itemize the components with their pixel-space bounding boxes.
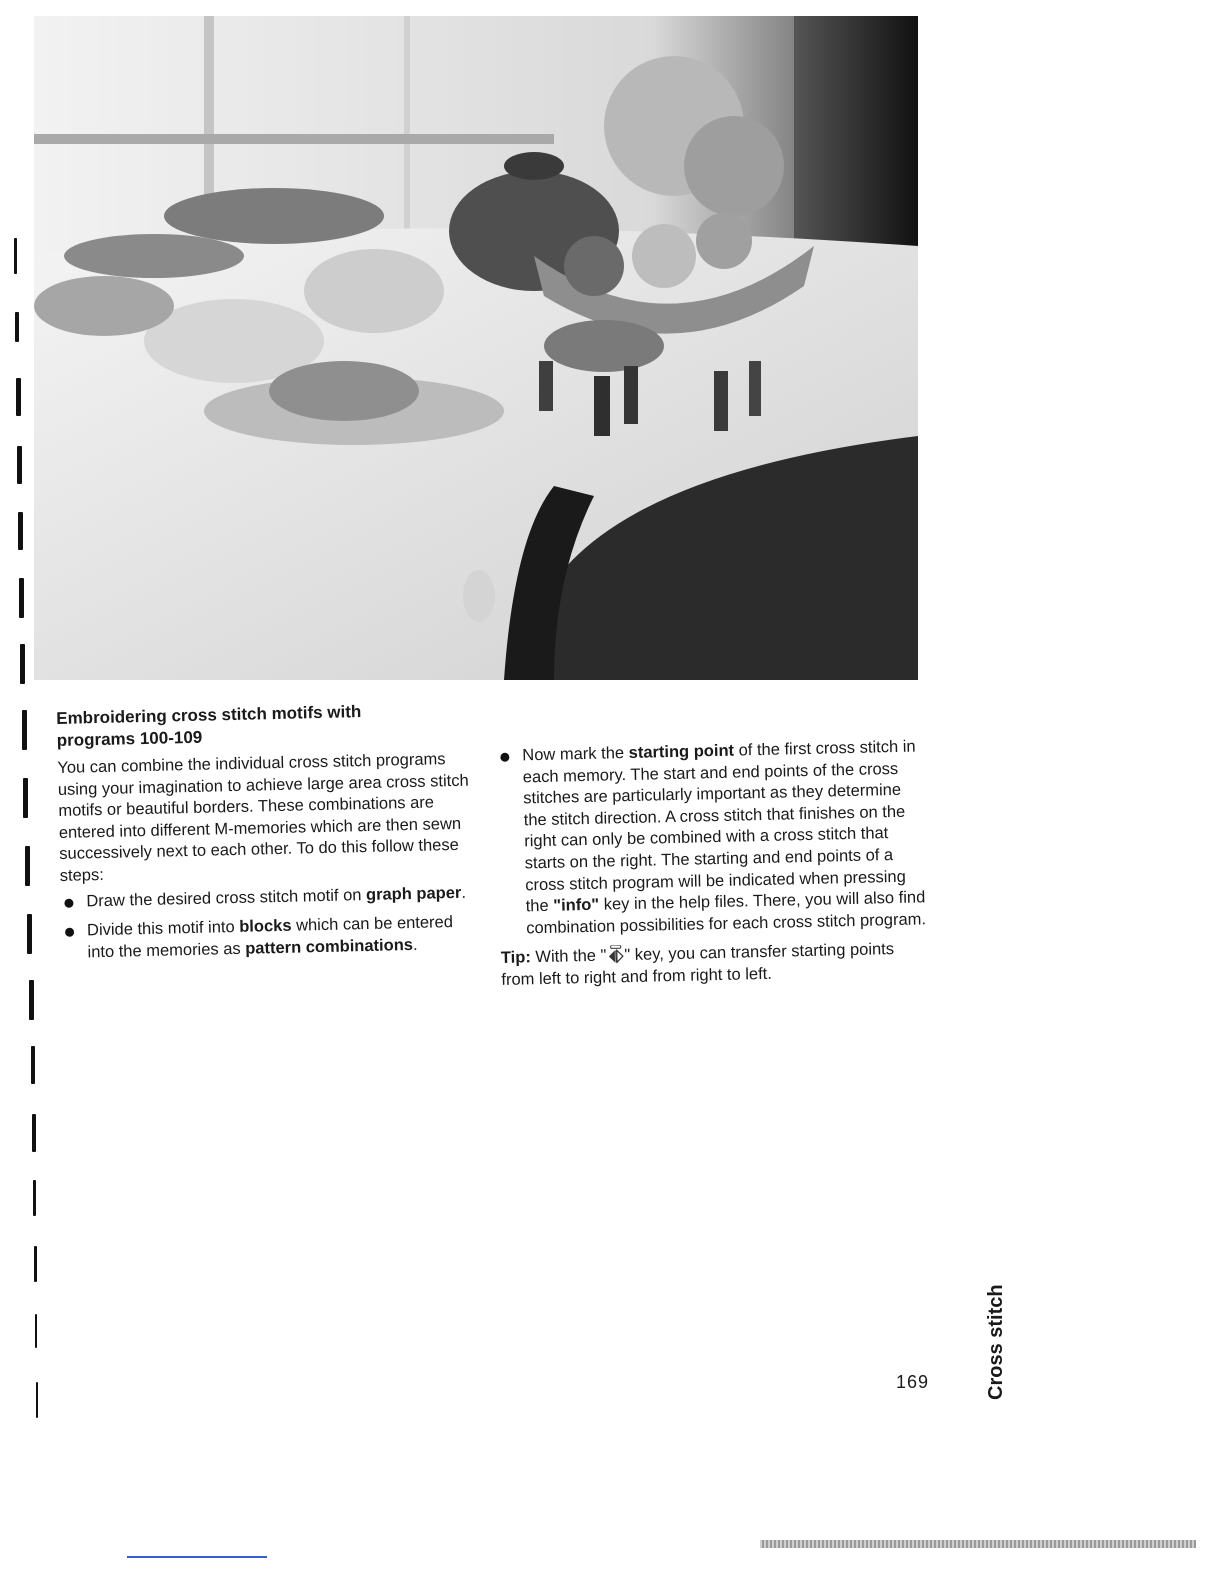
margin-change-bar	[36, 1382, 38, 1418]
step-text: Draw the desired cross stitch motif on	[86, 885, 367, 910]
right-column	[496, 732, 930, 991]
margin-change-bar	[29, 980, 34, 1020]
instruction-bold: starting point	[628, 741, 735, 762]
breakfast-table-photo	[34, 16, 918, 680]
margin-change-bar	[19, 578, 24, 618]
section-heading	[56, 698, 477, 752]
step-end: .	[461, 883, 467, 902]
list-item	[60, 882, 480, 913]
section-tab-label: Cross stitch	[985, 1284, 1007, 1400]
margin-change-bar	[22, 710, 27, 750]
instruction-bold: "info"	[553, 895, 600, 915]
breakfast-table-photo-icon	[34, 16, 918, 680]
margin-change-bar	[35, 1314, 37, 1348]
bottom-rule	[760, 1540, 1196, 1548]
bullet-icon	[500, 753, 509, 762]
intro-paragraph: You can combine the individual cross stitch programs using your imagination to achieve large area cross stitch motifs or beautiful borders. These combinations are entered into different M-memories which are then sewn successively next to each other. To do this follow these steps:	[57, 750, 469, 885]
margin-change-bar	[31, 1046, 35, 1084]
tip-paragraph	[501, 939, 930, 992]
margin-change-bar	[15, 312, 19, 342]
step-text: Divide this motif into	[86, 918, 240, 940]
section-heading-line1: Embroidering cross stitch motifs with	[56, 702, 362, 728]
page-number: 169	[896, 1372, 930, 1392]
steps-list	[60, 882, 482, 964]
margin-change-bar	[25, 846, 30, 886]
margin-change-bar	[20, 644, 25, 684]
mirror-left-right-key-icon	[606, 945, 624, 963]
bullet-icon	[65, 928, 74, 937]
instruction-text: key in the help files. There, you will also find combination possibilities for each cross stitch program.	[526, 888, 927, 938]
instruction-text: Now mark the	[522, 743, 629, 765]
margin-change-bar	[16, 378, 21, 416]
margin-change-bar	[17, 446, 22, 484]
bottom-line	[127, 1556, 267, 1558]
margin-change-bar	[34, 1246, 37, 1282]
step-end: .	[412, 935, 418, 954]
step-bold: graph paper	[365, 883, 462, 904]
tip-text: " key, you can transfer starting points from left to right and from right to left.	[501, 940, 895, 989]
list-item	[496, 736, 928, 940]
list-item	[61, 912, 482, 965]
margin-change-bar	[14, 238, 17, 274]
tip-label: Tip:	[500, 948, 532, 968]
margin-change-bar	[32, 1114, 36, 1152]
step-text: which can be entered into the memories as	[87, 913, 454, 962]
bullet-icon	[64, 898, 73, 907]
margin-change-bar	[33, 1180, 36, 1216]
margin-change-bar	[23, 778, 28, 818]
section-heading-line2: programs 100-109	[56, 727, 203, 750]
instructions-list	[496, 736, 928, 940]
margin-change-bar	[18, 512, 23, 550]
step-bold: pattern combinations	[245, 935, 414, 958]
instruction-text: of the first cross stitch in each memory. The start and end points of the cross stitches are particularly important as they determine the stitch direction. A cross stitch that finishes on the right can only be combined with a cross stitch that starts on the right. The starting and end points of a cross stitch program will be indicated when pressing the	[522, 737, 916, 916]
left-column	[56, 698, 482, 972]
tip-text: With the "	[530, 946, 607, 967]
margin-change-bar	[27, 914, 32, 954]
step-bold: blocks	[239, 916, 292, 937]
